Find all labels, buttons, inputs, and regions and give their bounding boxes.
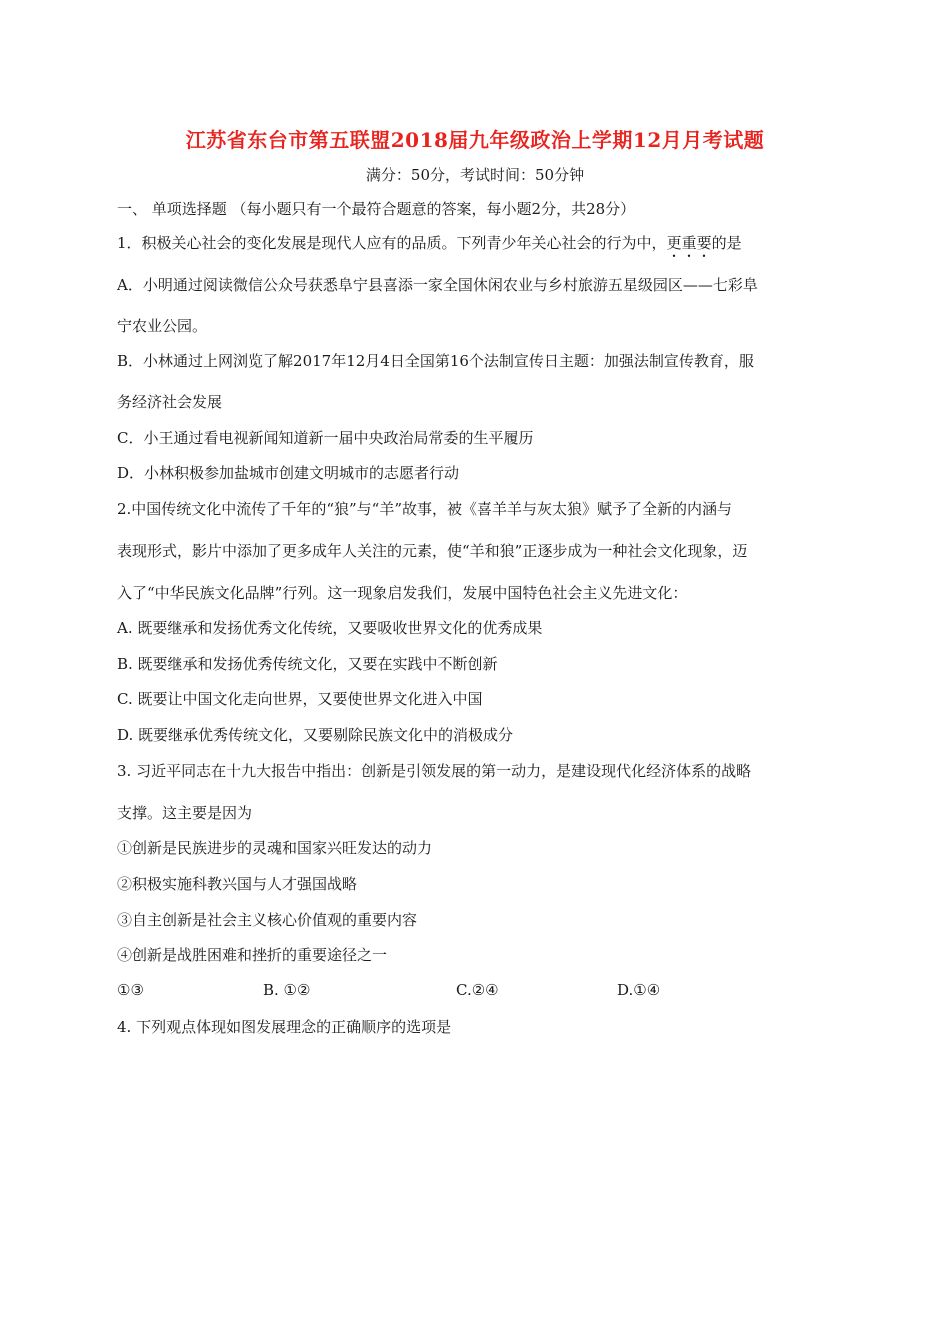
question-1-option-a-line2: 宁农业公园。 — [117, 317, 208, 335]
exam-info: 满分：50分，考试时间：50分钟 — [365, 166, 585, 184]
question-3-option-c: C.②④ — [456, 981, 499, 999]
question-1-emphasis: 更重要 — [666, 234, 712, 252]
question-2-stem-line3: 入了“中华民族文化品牌”行列。这一现象启发我们，发展中国特色社会主义先进文化： — [117, 584, 688, 602]
question-3-option-d: D.①④ — [617, 981, 661, 999]
question-3-option-b: B. ①② — [263, 981, 311, 999]
question-1-option-b-line1: B．小林通过上网浏览了解2017年12月4日全国第16个法制宣传日主题：加强法制宣传教育，服 — [117, 352, 754, 370]
question-2-stem-line2: 表现形式，影片中添加了更多成年人关注的元素，使“羊和狼”正逐步成为一种社会文化现象，迈 — [117, 542, 748, 560]
question-3-statement-2: ②积极实施科教兴国与人才强国战略 — [117, 875, 358, 893]
question-3-stem-line2: 支撑。这主要是因为 — [117, 804, 253, 822]
question-3-option-a: ①③ — [117, 981, 144, 999]
question-2-option-d: D. 既要继承优秀传统文化，又要剔除民族文化中的消极成分 — [117, 726, 514, 744]
question-3-statement-1: ①创新是民族进步的灵魂和国家兴旺发达的动力 — [117, 839, 433, 857]
question-2-stem-line1: 2.中国传统文化中流传了千年的“狼”与“羊”故事，被《喜羊羊与灰太狼》赋予了全新的内涵与 — [117, 500, 732, 518]
question-3-statement-4: ④创新是战胜困难和挫折的重要途径之一 — [117, 946, 388, 964]
question-4-stem: 4. 下列观点体现如图发展理念的正确顺序的选项是 — [117, 1018, 452, 1036]
question-1-stem-end: 的是 — [711, 234, 742, 252]
question-2-option-a: A. 既要继承和发扬优秀文化传统，又要吸收世界文化的优秀成果 — [117, 619, 543, 637]
question-1-option-b-line2: 务经济社会发展 — [117, 393, 223, 411]
question-1-option-d: D．小林积极参加盐城市创建文明城市的志愿者行动 — [117, 464, 460, 482]
question-2-option-b: B. 既要继承和发扬优秀传统文化，又要在实践中不断创新 — [117, 655, 498, 673]
question-1-option-a-line1: A．小明通过阅读微信公众号获悉阜宁县喜添一家全国休闲农业与乡村旅游五星级园区——七彩阜 — [117, 276, 758, 294]
question-3-statement-3: ③自主创新是社会主义核心价值观的重要内容 — [117, 911, 418, 929]
question-2-option-c: C. 既要让中国文化走向世界，又要使世界文化进入中国 — [117, 690, 483, 708]
question-1-stem-text: 1．积极关心社会的变化发展是现代人应有的品质。下列青少年关心社会的行为中， — [117, 234, 667, 252]
section-heading: 一、 单项选择题 （每小题只有一个最符合题意的答案，每小题2分，共28分） — [117, 200, 636, 218]
question-1-stem — [117, 232, 742, 261]
question-1-option-c: C．小王通过看电视新闻知道新一届中央政治局常委的生平履历 — [117, 429, 534, 447]
question-3-stem-line1: 3. 习近平同志在十九大报告中指出：创新是引领发展的第一动力，是建设现代化经济体系的战略 — [117, 762, 752, 780]
document-title: 江苏省东台市第五联盟2018届九年级政治上学期12月月考试题 — [185, 128, 765, 152]
